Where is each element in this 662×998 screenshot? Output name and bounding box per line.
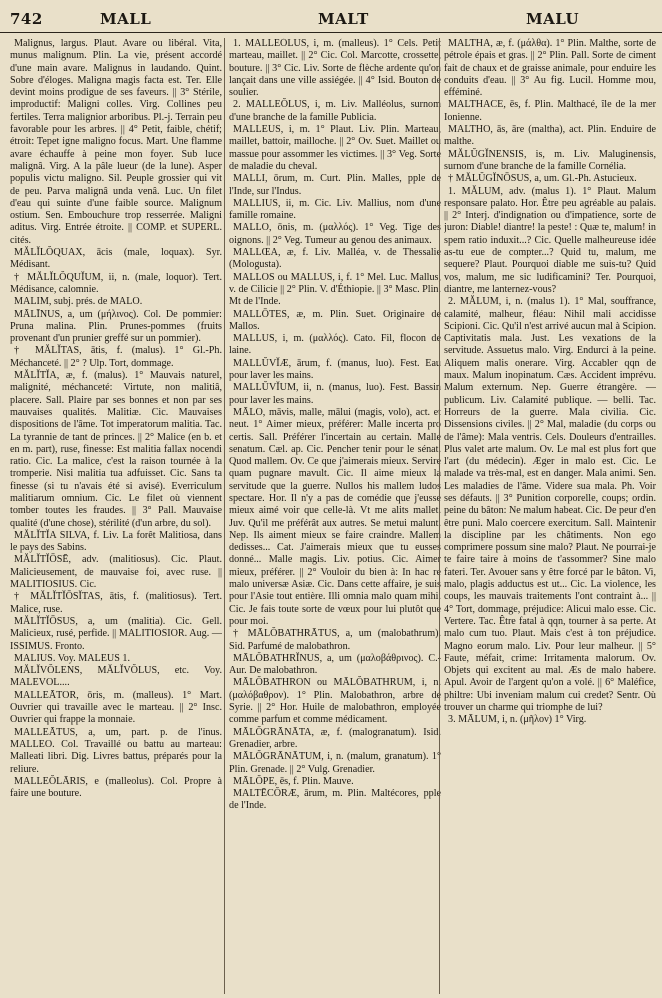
dictionary-entry: MĀLĪNUS, a, um (μήλινος). Col. De pommier: Pruna malina. Plin. Prunes-pommes (fruits provenant d'un prunier greffé sur un pommier). xyxy=(10,308,222,345)
dictionary-entry: MALTHA, æ, f. (μάλθα). 1° Plin. Malthe, sorte de pétrole épais et gras. || 2° Plin. Pall. Sorte de ciment fait de chaux et de graisse animale, pour enduire les conduits d'eau. || 3° Au fig. Lucil. Homme mou, efféminé. xyxy=(444,38,656,99)
dictionary-entry: MALLEŎLĀRIS, e (malleolus). Col. Propre à faire une bouture. xyxy=(10,775,222,800)
dictionary-entry: 2. MĂLUM, i, n. (malus 1). 1° Mal, souffrance, calamité, malheur, fléau: Nihil mali accidisse Scipioni. Cic. Qu'il n'est arrivé aucun mal à Scipion. Captivitatis mala. Just. Les vexations de la servitude. Assuetus malo. Virg. Endurci à la peine. Aliquem malis onerare. Virg. Accabler qqn de maux. Malum inopinatum. Cæs. Accident imprévu. Malum externum. Nep. Guerre étrangère. — publicum. Liv. Calamité publique. — belli. Tac. Horreurs de la guerre. Mala civilia. Cic. Dissensions civiles. || 2° Mal, maladie (du corps ou de l'âme): Mala ventris. Cels. Douleurs d'entrailles. Plus valet arte malum. Ov. Le mal est plus fort que l'art (du médecin). Æger in malo est. Cic. Le malade va très-mal, est en danger. Mala animi. Sen. Les maladies de l'âme. Videre sua mala. Ph. Voir ses défauts. || 3° Punition corporelle, coups; ordin. peine du bâton: Ne malum habeat. Cic. De peur d'en être puni. Malo coercere exercitum. Sall. Maintenir la discipline par les châtiments. Non ego comprimere possum sine malo? Plaut. Ne pourrai-je te faire taire à moins de t'assommer? Sine malo fateri. Ter. Avouer sans y être forcé par le bâton. Vi, malo, plagis adductus est ut... Cic. La violence, les coups, les mauvais traitements l'ont contraint à... || 4° Tort, dommage, préjudice: Alicui malo esse. Cic. Vertere. Tac. Être fatal à qqn, tourner à sa perte. At malo cum tuo. Plaut. Mais c'est à ton préjudice. Magno eorum malo. Liv. Pour leur malheur. || 5° Faute, méfait, crime: Irritamenta malorum. Ov. Objets qui excitent au mal. Æs de malo habere. Apul. Avoir de l'argent qu'on a volé. || 6° Maléfice, philtre: Ubi inveniam malum cui credet? Sentr. Où trouver un charme qui triomphe de lui? xyxy=(444,296,656,714)
dictionary-entry: † MĂLĬTĬŌSĬTAS, ātis, f. (malitiosus). Tert. Malice, ruse. xyxy=(10,591,222,615)
guide-word-left: MALL xyxy=(100,10,152,28)
dictionary-entry: 1. MALLEŎLUS, i, m. (malleus). 1° Cels. Petit marteau, maillet. || 2° Cic. Col. Marcotte, crossette, bouture. || 3° Cic. Liv. Sorte de flèche ardente qu'on lançait dans une ville assiégée. || 4° Isid. Bouton de soulier. xyxy=(229,38,441,99)
dictionary-entry: MALLŒA, æ, f. Liv. Malléa, v. de Thessalie (Mologusta). xyxy=(229,247,441,271)
dictionary-entry: MALIM, subj. prés. de MALO. xyxy=(14,296,143,308)
guide-word-center: MALT xyxy=(318,10,369,28)
page-header xyxy=(0,0,662,33)
dictionary-entry: 3. MĀLUM, i, n. (μῆλον) 1° Virg. xyxy=(448,714,587,726)
dictionary-entry: MALLŬVĬÆ, ārum, f. (manus, luo). Fest. Eau pour laver les mains. xyxy=(229,357,441,382)
dictionary-entry: † MĂLĬLŎQUĬUM, ii, n. (male, loquor). Tert. Médisance, calomnie. xyxy=(10,271,222,295)
dictionary-entry: MALTHACE, ēs, f. Plin. Malthacé, île de la mer Ionienne. xyxy=(444,99,656,123)
column-3 xyxy=(444,38,656,994)
guide-word-right: MALU xyxy=(526,10,580,28)
dictionary-entry: MALLOS ou MALLUS, i, f. 1° Mel. Luc. Mallus, v. de Cilicie || 2° Plin. V. d'Éthiopie. || 3° Masc. Plin. Mt de l'Inde. xyxy=(229,271,441,308)
dictionary-entry: MĂLĬLŎQUAX, ācis (male, loquax). Syr. Médisant. xyxy=(10,247,222,271)
dictionary-entry: MALLEUS, i, m. 1° Plaut. Liv. Plin. Marteau, maillet, battoir, mailloche. || 2° Ov. Suet. Maillet ou massue pour assommer les victimes. || 3° Veg. Sorte de maladie du cheval. xyxy=(229,124,441,172)
dictionary-entry: MĀLO, māvis, malle, mālui (magis, volo), act. et neut. 1° Aimer mieux, préférer: Malle incerta pro certis. Sall. Préférer l'incertain au certain. Malle senatum. Cæl. ap. Cic. Pencher tenir pour le sénat. Quod mallem. Ov. Ce que j'aimerais mieux. Servire quam pugnare mavult. Cic. Il aime mieux la servitude que la guerre. Nullos his mallem ludos spectare. Hor. Il n'y a pas de comédie que j'eusse mieux aimé voir que celle-là. Vt me alits mallet. Juv. Qu'il me préférât aux autres. Se metui malunt. Nep. Ils aiment mieux se faire craindre. Mallem dedisses... Cat. J'aimerais mieux que tu eusses donné... Malle magis. Liv. potius. Cic. Aimer mieux, préférer. || 2° Vouloir du bien à: In hac re malo universæ Asiæ. Cic. Dans cette affaire, je suis pour l'Asie tout entière. Illi omnia malo quam mihi. Cic. Je fais toute sorte de vœux pour lui plutôt que pour moi. xyxy=(229,406,441,627)
dictionary-entry: 1. MĂLUM, adv. (malus 1). 1° Plaut. Malum responsare palato. Hor. Être peu agréable au palais. || 2° Interj. d'indignation ou d'impatience, sorte de juron: Diable! diantre! la peste! : Quæ te, malum! in spem ratio induxit...? Cic. Quelle malheureuse idée as-tu eue de compter...? Quid tu, malum, me sequere? Plaut. Pourquoi diable me suis-tu? Quid vos, malum, me sic ludificamini? Ter. Pourquoi, diantre, me lanternez-vous? xyxy=(444,185,656,295)
dictionary-entry: MĀLŎGRĀNĀTUM, i, n. (malum, granatum). 1° Plin. Grenade. || 2° Vulg. Grenadier. xyxy=(229,751,441,775)
page-number: 742 xyxy=(10,10,43,28)
dictionary-entry: MALLEĀTUS, a, um, part. p. de l'inus. MALLEO. Col. Travaillé ou battu au marteau: Malleati libri. Dig. Livres battus, préparés pour la reliure. xyxy=(10,726,222,775)
dictionary-entry: MALLO, ōnis, m. (μαλλός). 1° Veg. Tige des oignons. || 2° Veg. Tumeur au genou des animaux. xyxy=(229,222,441,246)
dictionary-entry: MALLIUS, ii, m. Cic. Liv. Mallius, nom d'une famille romaine. xyxy=(229,197,441,222)
dictionary-entry: MALIUS. Voy. MALEUS 1. xyxy=(14,652,130,664)
column-2 xyxy=(229,38,441,994)
dictionary-entry: MALTĒCŎRÆ, ārum, m. Plin. Maltécores, pple de l'Inde. xyxy=(229,788,441,812)
dictionary-entry: MALLŬVĬUM, ii, n. (manus, luo). Fest. Bassin pour laver les mains. xyxy=(229,382,441,406)
dictionary-entry: Malignus, largus. Plaut. Avare ou libéral. Vita, munus malignum. Plin. La vie, présent accordé d'une main avare. Malignus in laudando. Quint. Sobre d'éloges. Maligna magis facta est. Ter. Elle devint moins prodigue de ses faveurs. || 3° Stérile, improductif: Maligni colles. Virg. Collines peu fertiles. Terra malignior arboribus. Pl.-j. Terrain peu favorable pour les arbres. || 4° Petit, faible, chétif; étroit: Tepet igne maligno focus. Mart. Une flamme avare échauffe à peine mon foyer. Sub luce malignâ. Virg. A la pâle lueur (de la lune). Asper populis victu maligno. Sil. Peuple grossier qui vit de peu. Parva malignâ unda venâ. Luc. Un filet d'eau qui suinte d'une faible source. Malignum ostium. Sen. Embouchure trop resserrée. Maligni aditus. Virg. Entrée étroite. || COMP. et SUPERL. cités. xyxy=(10,38,222,246)
dictionary-entry: MĀLŎGRĀNĀTA, æ, f. (malogranatum). Isid. Grenadier, arbre. xyxy=(229,726,441,750)
dictionary-entry: † MĀLŎBATHRĀTUS, a, um (malobathrum). Sid. Parfumé de malobathron. xyxy=(229,628,441,652)
columns-container xyxy=(0,38,662,994)
column-divider xyxy=(439,38,440,994)
dictionary-entry: MALLEĀTOR, ōris, m. (malleus). 1° Mart. Ouvrier qui travaille avec le marteau. || 2° Insc. Ouvrier qui frappe la monnaie. xyxy=(10,689,222,726)
dictionary-entry: MALTHO, ās, āre (maltha), act. Plin. Enduire de malthe. xyxy=(444,124,656,148)
dictionary-entry: MĂLĬTĬŌSUS, a, um (malitia). Cic. Gell. Malicieux, rusé, perfide. || MALITIOSIOR. Aug. — ISSIMUS. Fronto. xyxy=(10,615,222,652)
dictionary-entry: MALLI, ōrum, m. Curt. Plin. Malles, pple de l'Inde, sur l'Indus. xyxy=(229,173,441,197)
dictionary-entry: MALLŌTES, æ, m. Plin. Suet. Originaire de Mallos. xyxy=(229,308,441,332)
dictionary-entry: † MĂLĬTAS, ātis, f. (malus). 1° Gl.-Ph. Méchanceté. || 2° ? Ulp. Tort, dommage. xyxy=(10,345,222,369)
dictionary-entry: MĂLŬGĬNENSIS, is, m. Liv. Maluginensis, surnom d'une branche de la famille Cornélia. xyxy=(444,148,656,172)
dictionary-entry: MĂLĬTĬŌSĒ, adv. (malitiosus). Cic. Plaut. Malicieusement, de mauvaise foi, avec ruse. || MALITIOSIUS. Cic. xyxy=(10,554,222,591)
dictionary-entry: MĀLŎBATHRĬNUS, a, um (μαλοβάθρινος). C.-Aur. De malobathron. xyxy=(229,652,441,677)
dictionary-entry: 2. MALLEŎLUS, i, m. Liv. Malléolus, surnom d'une branche de la famille Publicia. xyxy=(229,99,441,123)
dictionary-entry: MĀLŎBATHRON ou MĀLŎBATHRUM, i, n. (μαλόβαθρον). 1° Plin. Malobathron, arbre de Syrie. || 2° Hor. Huile de malobathron, employée comme parfum et comme médicament. xyxy=(229,677,441,726)
dictionary-entry: † MĂLŬGĬNŌSUS, a, um. Gl.-Ph. Astucieux. xyxy=(448,173,637,185)
column-1 xyxy=(10,38,222,994)
dictionary-entry: MALLUS, i, m. (μαλλός). Cato. Fil, flocon de laine. xyxy=(229,333,441,357)
dictionary-entry: MĀLŎPE, ēs, f. Plin. Mauve. xyxy=(233,775,354,787)
column-divider xyxy=(224,38,225,994)
dictionary-entry: MĂLĬVŎLENS, MĂLĬVŎLUS, etc. Voy. MALEVOL.... xyxy=(10,665,222,689)
dictionary-entry: MĂLĬTĬA SILVA, f. Liv. La forêt Malitiosa, dans le pays des Sabins. xyxy=(10,529,222,554)
dictionary-entry: MĂLĬTĬA, æ, f. (malus). 1° Mauvais naturel, malignité, méchanceté: Virtute, non malitiâ, placere. Sall. Plaire par ses bonnes et non par ses mauvaises qualités. Malitiæ. Cic. Mauvaises dispositions de l'âme. Tot imperatorum malitia. Tac. La tyrannie de tant de princes. || 2° Malice (en b. et en m. part), ruse, finesse: Est malitia fallax nocendi ratio. Cic. La malice, c'est la raison tournée à la tromperie. Nisi malitia tua adfuisset. Cic. Sans ta finesse (si tu n'avais été si avisé). Everriculum malitiarum omnium. Cic. Le filet où viennent tomber toutes les fraudes. || 3° Pall. Mauvaise qualité (d'une chose), stérilité (d'un arbre, du sol). xyxy=(10,370,222,529)
